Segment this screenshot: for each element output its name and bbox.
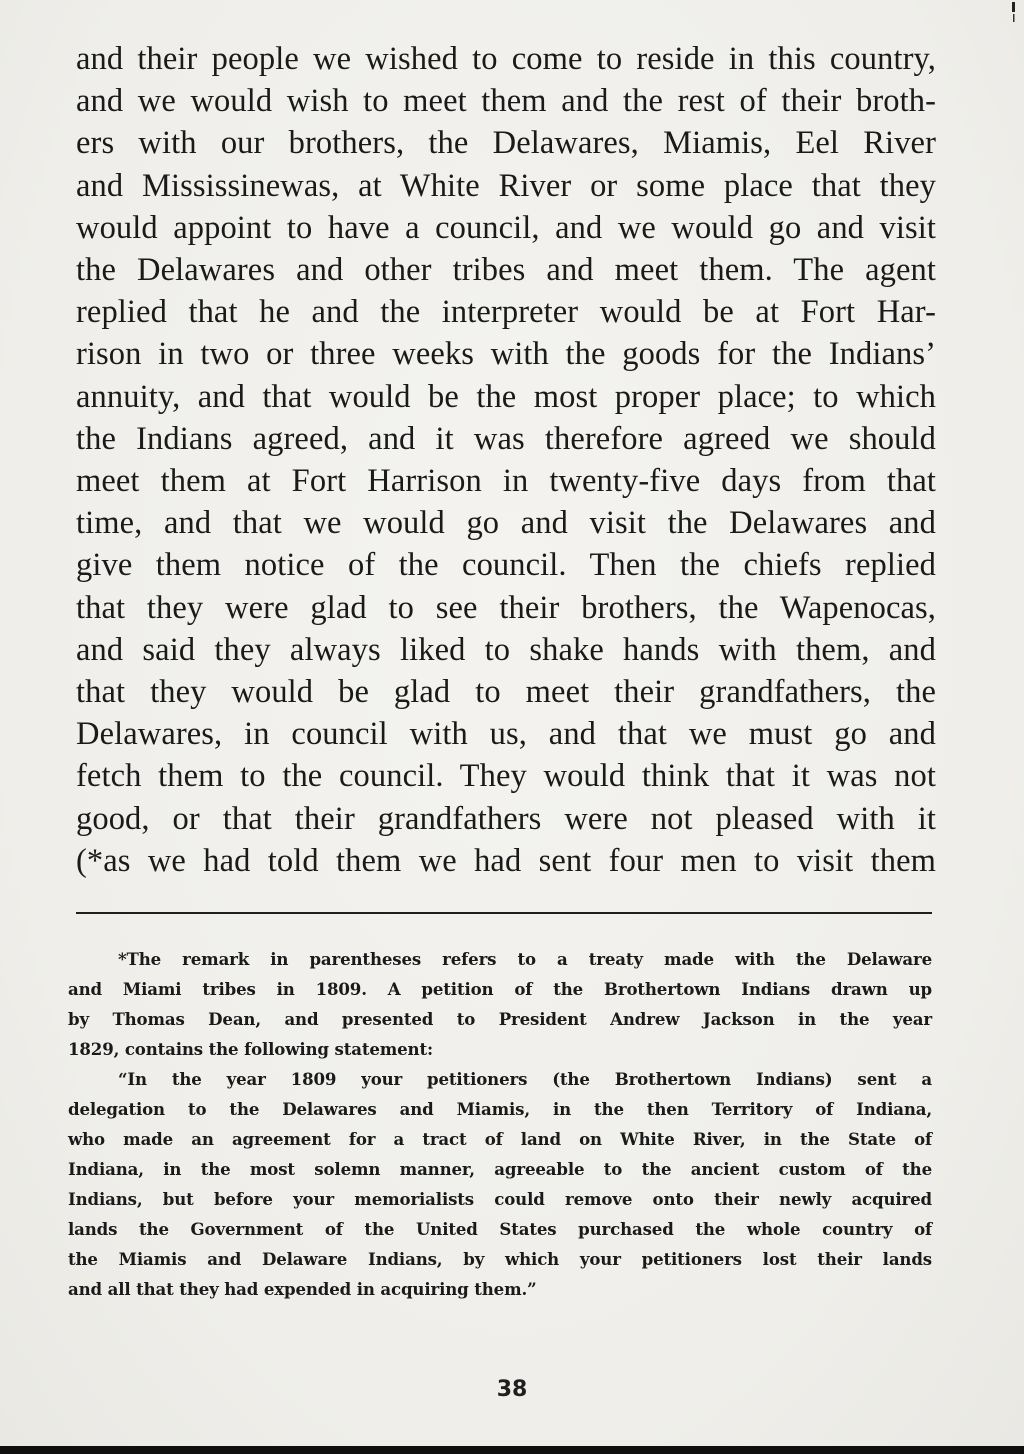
body-line: annuity, and that would be the most proper place; to which xyxy=(76,378,936,415)
footnote-line: “In the year 1809 your petitioners (the Brothertown Indians) sent a xyxy=(118,1069,932,1089)
body-line: the Indians agreed, and it was therefore agreed we should xyxy=(76,420,936,457)
body-line: good, or that their grandfathers were not pleased with it xyxy=(76,800,936,837)
scan-edge-mark xyxy=(1011,2,1016,26)
footnote-line: and Miami tribes in 1809. A petition of the Brothertown Indians drawn up xyxy=(68,979,932,999)
body-line: and said they always liked to shake hands with them, and xyxy=(76,631,936,668)
footnote-line: *The remark in parentheses refers to a treaty made with the Delaware xyxy=(118,949,932,969)
footnote-divider xyxy=(76,912,932,914)
body-text xyxy=(76,38,936,882)
body-line: meet them at Fort Harrison in twenty-five days from that xyxy=(76,463,936,500)
body-line: the Delawares and other tribes and meet them. The agent xyxy=(76,252,936,289)
footnote-line: lands the Government of the United States purchased the whole country of xyxy=(68,1219,932,1239)
body-line: (*as we had told them we had sent four men to visit them xyxy=(76,842,936,879)
body-line: give them notice of the council. Then the chiefs replied xyxy=(76,547,936,584)
body-line: and Mississinewas, at White River or some place that they xyxy=(76,167,936,204)
footnote-line: Indiana, in the most solemn manner, agreeable to the ancient custom of the xyxy=(68,1159,932,1179)
footnote-line: 1829, contains the following statement: xyxy=(68,1039,433,1059)
body-line: replied that he and the interpreter would be at Fort Har- xyxy=(76,294,936,331)
body-line: Delawares, in council with us, and that we must go and xyxy=(76,716,936,753)
footnote-line: and all that they had expended in acquiring them.” xyxy=(68,1279,537,1299)
footnote-line: the Miamis and Delaware Indians, by which your petitioners lost their lands xyxy=(68,1249,932,1269)
body-line: time, and that we would go and visit the Delawares and xyxy=(76,505,936,542)
body-line: that they were glad to see their brothers, the Wapenocas, xyxy=(76,589,936,626)
body-line: and we would wish to meet them and the rest of their broth- xyxy=(76,83,936,120)
footnote-line: by Thomas Dean, and presented to President Andrew Jackson in the year xyxy=(68,1009,932,1029)
page-number: 38 xyxy=(496,1377,528,1402)
body-line: and their people we wished to come to reside in this country, xyxy=(76,41,936,77)
body-line: that they would be glad to meet their grandfathers, the xyxy=(76,674,936,711)
footnote-line: Indians, but before your memorialists could remove onto their newly acquired xyxy=(68,1189,932,1209)
footnote-line: who made an agreement for a tract of land on White River, in the State of xyxy=(68,1129,932,1149)
body-line: ers with our brothers, the Delawares, Miamis, Eel River xyxy=(76,125,936,162)
body-line: fetch them to the council. They would think that it was not xyxy=(76,758,936,795)
footnote-line: delegation to the Delawares and Miamis, in the then Territory of Indiana, xyxy=(68,1099,932,1119)
footnote xyxy=(68,944,932,1304)
scan-bottom-edge xyxy=(0,1446,1024,1454)
body-line: would appoint to have a council, and we would go and visit xyxy=(76,209,936,246)
body-line: rison in two or three weeks with the goods for the Indians’ xyxy=(76,336,936,373)
